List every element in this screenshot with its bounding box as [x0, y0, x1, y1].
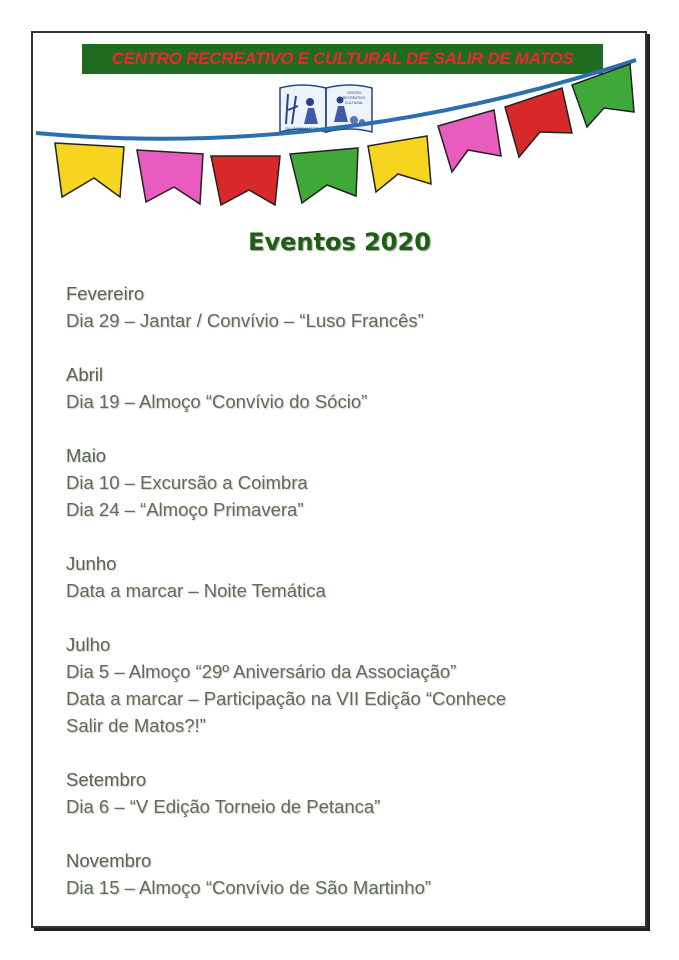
- events-list: [66, 280, 646, 928]
- page-heading: Eventos 2020: [248, 228, 431, 256]
- festa-bunting: [0, 0, 679, 220]
- month-label: Abril: [66, 364, 104, 385]
- flag-yellow-1: [55, 143, 124, 197]
- month-label: Setembro: [66, 769, 147, 790]
- month-block-junho: [66, 550, 646, 604]
- month-label: Julho: [66, 634, 111, 655]
- event-item: Dia 6 – “V Edição Torneio de Petanca”: [66, 796, 381, 817]
- logo-text-4: SALIR DE MATOS: [285, 126, 319, 131]
- month-label: Fevereiro: [66, 283, 145, 304]
- flag-yellow-2: [368, 136, 431, 192]
- event-item-continued: Salir de Matos?!”: [66, 715, 206, 736]
- month-block-julho: [66, 631, 646, 739]
- month-block-setembro: [66, 766, 646, 820]
- month-block-fevereiro: [66, 280, 646, 334]
- event-item: Data a marcar – Noite Temática: [66, 580, 326, 601]
- logo-text-2: RECREATIVO: [342, 96, 366, 100]
- event-item: Dia 24 – “Almoço Primavera”: [66, 499, 304, 520]
- flag-pink-2: [438, 110, 501, 172]
- month-block-novembro: [66, 847, 646, 901]
- event-item: Dia 15 – Almoço “Convívio de São Martinho”: [66, 877, 432, 898]
- month-block-maio: [66, 442, 646, 523]
- month-label: Junho: [66, 553, 117, 574]
- event-item: Dia 10 – Excursão a Coimbra: [66, 472, 308, 493]
- flag-pink-1: [137, 150, 203, 204]
- month-label: Maio: [66, 445, 107, 466]
- month-block-abril: [66, 361, 646, 415]
- logo-text-1: CENTRO: [346, 91, 362, 95]
- flag-red-2: [505, 88, 572, 157]
- event-item: Data a marcar – Participação na VII Edição “Conhece: [66, 688, 507, 709]
- logo-text-3: CULTURAL: [344, 101, 364, 105]
- month-label: Novembro: [66, 850, 152, 871]
- flag-green-2: [572, 64, 634, 127]
- event-item: Dia 19 – Almoço “Convívio do Sócio”: [66, 391, 368, 412]
- event-item: Dia 5 – Almoço “29º Aniversário da Associação”: [66, 661, 457, 682]
- flag-red-1: [211, 156, 280, 205]
- event-item: Dia 29 – Jantar / Convívio – “Luso Francês”: [66, 310, 424, 331]
- flag-green-1: [290, 148, 358, 203]
- association-title: CENTRO RECREATIVO E CULTURAL DE SALIR DE MATOS: [82, 44, 603, 74]
